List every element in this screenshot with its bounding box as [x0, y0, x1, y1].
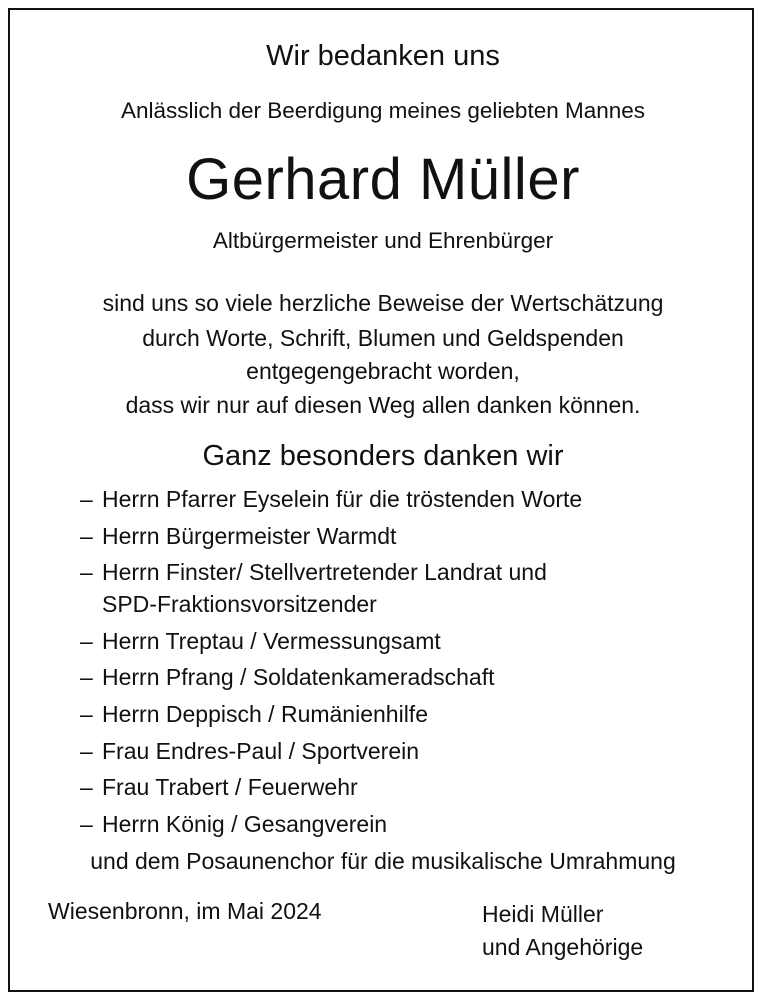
- dash-mark: –: [80, 627, 93, 654]
- list-item-text: Herrn Deppisch / Rumänienhilfe: [102, 700, 428, 727]
- list-item-text: Herrn Finster/ Stellvertretender Landrat und: [102, 559, 547, 586]
- list-item-continuation: SPD-Fraktionsvorsitzender: [102, 591, 377, 618]
- place-date: Wiesenbronn, im Mai 2024: [48, 898, 322, 924]
- dash-mark: –: [80, 700, 93, 727]
- deceased-title: Altbürgermeister und Ehrenbürger: [212, 228, 554, 253]
- body-line: dass wir nur auf diesen Weg allen danken können.: [125, 392, 641, 418]
- list-item: [80, 772, 582, 802]
- list-item-text: Frau Trabert / Feuerwehr: [102, 774, 358, 801]
- list-item-text: Herrn Pfarrer Eyselein für die tröstenden Worte: [102, 486, 583, 512]
- thanks-list: [80, 484, 582, 845]
- dash-mark: –: [80, 737, 93, 764]
- deceased-name: Gerhard Müller: [186, 147, 580, 212]
- list-item: [80, 521, 582, 551]
- dash-mark: –: [80, 486, 93, 512]
- dash-mark: –: [80, 559, 93, 586]
- body-line: durch Worte, Schrift, Blumen und Geldspenden: [142, 325, 624, 351]
- signature-block: [482, 898, 643, 964]
- closing-line: und dem Posaunenchor für die musikalische Umrahmung: [90, 848, 676, 874]
- signature-family: und Angehörige: [482, 934, 644, 960]
- dash-mark: –: [80, 774, 93, 801]
- dash-mark: –: [80, 522, 93, 549]
- list-item-text: Herrn Pfrang / Soldatenkameradschaft: [102, 664, 495, 691]
- dash-mark: –: [80, 810, 93, 837]
- list-item-text: Frau Endres-Paul / Sportverein: [102, 737, 420, 764]
- notice-heading: Wir bedanken uns: [266, 40, 500, 72]
- list-item: [80, 626, 582, 656]
- dash-mark: –: [80, 664, 93, 691]
- list-item-text: Herrn König / Gesangverein: [102, 810, 388, 837]
- body-line: sind uns so viele herzliche Beweise der Wertschätzung: [102, 290, 664, 316]
- list-item: [80, 809, 582, 839]
- thanks-heading: Ganz besonders danken wir: [202, 440, 564, 472]
- list-item-text: Herrn Treptau / Vermessungsamt: [102, 627, 441, 654]
- occasion-line: Anlässlich der Beerdigung meines geliebten Mannes: [120, 98, 646, 123]
- list-item: [80, 662, 582, 692]
- list-item: [80, 699, 582, 729]
- body-line: entgegengebracht worden,: [246, 358, 520, 384]
- signature-name: Heidi Müller: [482, 901, 604, 927]
- list-item-text: Herrn Bürgermeister Warmdt: [102, 522, 397, 549]
- list-item: [80, 736, 582, 766]
- list-item: [80, 557, 582, 619]
- list-item: [80, 484, 582, 514]
